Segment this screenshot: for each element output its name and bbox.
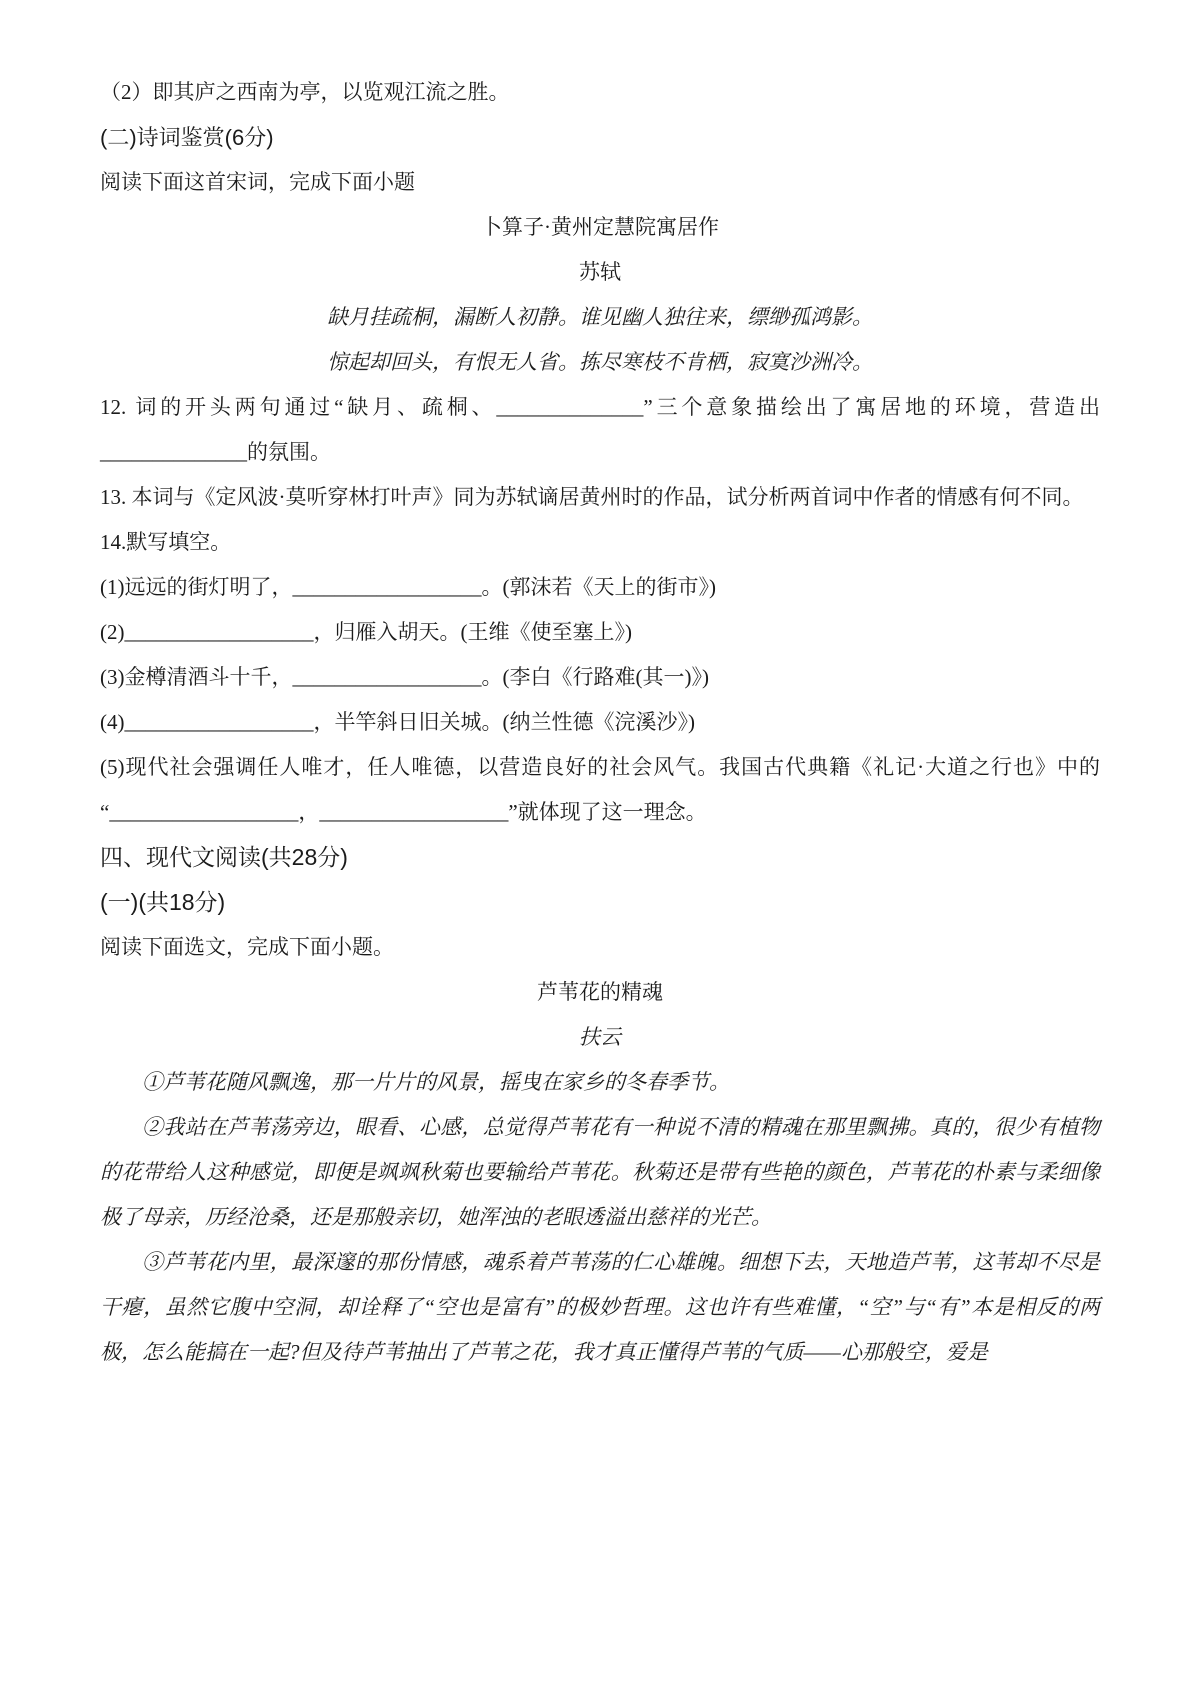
question-13: 13. 本词与《定风波·莫听穿林打叶声》同为苏轼谪居黄州时的作品，试分析两首词中作者的情感有何不同。 xyxy=(100,485,1084,509)
essay-paragraph-1: ①芦苇花随风飘逸，那一片片的风景，摇曳在家乡的冬春季节。 xyxy=(142,1070,730,1094)
dictation-item-5: (5)现代社会强调任人唯才，任人唯德，以营造良好的社会风气。我国古代典籍《礼记·大道之行也》中的“__________________，__________________”就体现了这一理念。 xyxy=(100,755,1100,824)
essay-paragraph-3: ③芦苇花内里，最深邃的那份情感，魂系着芦苇荡的仁心雄魄。细想下去，天地造芦苇，这苇却不尽是干瘪，虽然它腹中空洞，却诠释了“空也是富有”的极妙哲理。这也许有些难懂，“空”与“有”本是相反的两极，怎么能搞在一起?但及待芦苇抽出了芦苇之花，我才真正懂得芦苇的气质——心那般空，爱是 xyxy=(100,1250,1100,1364)
dictation-item-2: (2)__________________，归雁入胡天。(王维《使至塞上》) xyxy=(100,620,632,644)
modern-reading-subsection-heading: (一)(共18分) xyxy=(100,889,226,915)
dictation-item-3: (3)金樽清酒斗十千，__________________。(李白《行路难(其一)》) xyxy=(100,665,709,689)
poem-author: 苏轼 xyxy=(579,260,621,284)
essay-author: 扶云 xyxy=(579,1025,621,1049)
poem-title: 卜算子·黄州定慧院寓居作 xyxy=(481,215,719,239)
poetry-section-heading: (二)诗词鉴赏(6分) xyxy=(100,125,274,150)
essay-title: 芦苇花的精魂 xyxy=(537,980,663,1004)
poem-line-2: 惊起却回头，有恨无人省。拣尽寒枝不肯栖，寂寞沙洲冷。 xyxy=(327,350,873,374)
modern-reading-section-heading: 四、现代文阅读(共28分) xyxy=(100,844,348,870)
poem-line-1: 缺月挂疏桐，漏断人初静。谁见幽人独往来，缥缈孤鸿影。 xyxy=(327,305,873,329)
dictation-item-4: (4)__________________，半竿斜日旧关城。(纳兰性德《浣溪沙》) xyxy=(100,710,695,734)
essay-paragraph-2: ②我站在芦苇荡旁边，眼看、心感，总觉得芦苇花有一种说不清的精魂在那里飘拂。真的，很少有植物的花带给人这种感觉，即便是飒飒秋菊也要输给芦苇花。秋菊还是带有些艳的颜色，芦苇花的朴素与柔细像极了母亲，历经沧桑，还是那般亲切，她浑浊的老眼透溢出慈祥的光芒。 xyxy=(100,1115,1100,1229)
classical-translation-item-2: （2）即其庐之西南为亭，以览观江流之胜。 xyxy=(100,80,510,104)
modern-reading-instruction: 阅读下面选文，完成下面小题。 xyxy=(100,935,394,959)
poetry-section-instruction: 阅读下面这首宋词，完成下面小题 xyxy=(100,170,415,194)
question-14-heading: 14.默写填空。 xyxy=(100,530,232,554)
question-12: 12. 词的开头两句通过“缺月、疏桐、______________”三个意象描绘出了寓居地的环境，营造出______________的氛围。 xyxy=(100,395,1100,464)
dictation-item-1: (1)远远的街灯明了，__________________。(郭沫若《天上的街市》) xyxy=(100,575,716,599)
